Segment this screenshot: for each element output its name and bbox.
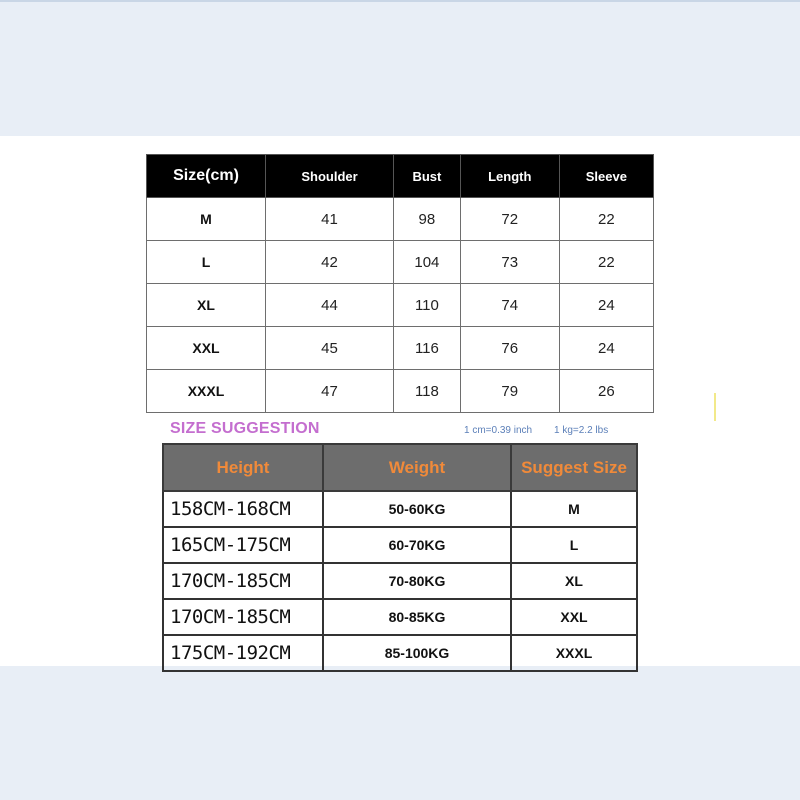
suggest-size-cell: M <box>511 491 637 527</box>
header-weight: Weight <box>323 444 511 491</box>
cm-inch-conversion: 1 cm=0.39 inch <box>464 425 533 436</box>
bottom-background-band <box>0 666 800 800</box>
suggestion-row <box>163 599 637 635</box>
sleeve-cell: 24 <box>559 284 653 327</box>
measurement-row <box>147 327 654 370</box>
shoulder-cell: 47 <box>266 370 394 413</box>
shoulder-cell: 41 <box>266 198 394 241</box>
sleeve-cell: 26 <box>559 370 653 413</box>
length-cell: 73 <box>460 241 559 284</box>
kg-lbs-conversion: 1 kg=2.2 lbs <box>554 425 609 436</box>
height-cell: 170CM-185CM <box>163 599 323 635</box>
suggestion-row <box>163 635 637 671</box>
shoulder-cell: 44 <box>266 284 394 327</box>
measurement-row <box>147 284 654 327</box>
suggest-size-cell: XXXL <box>511 635 637 671</box>
length-cell: 74 <box>460 284 559 327</box>
sleeve-cell: 22 <box>559 241 653 284</box>
size-cell: L <box>147 241 266 284</box>
measurement-row <box>147 370 654 413</box>
bust-cell: 98 <box>394 198 461 241</box>
measurement-table <box>146 154 654 413</box>
header-bust: Bust <box>394 155 461 198</box>
weight-cell: 70-80KG <box>323 563 511 599</box>
measurement-header-row <box>147 155 654 198</box>
weight-cell: 85-100KG <box>323 635 511 671</box>
size-suggestion-title: SIZE SUGGESTION <box>170 420 320 437</box>
length-cell: 76 <box>460 327 559 370</box>
length-cell: 72 <box>460 198 559 241</box>
suggest-size-cell: L <box>511 527 637 563</box>
suggestion-header-row <box>163 444 637 491</box>
height-cell: 170CM-185CM <box>163 563 323 599</box>
suggestion-row <box>163 527 637 563</box>
shoulder-cell: 42 <box>266 241 394 284</box>
measurement-row <box>147 241 654 284</box>
height-cell: 165CM-175CM <box>163 527 323 563</box>
top-background-band <box>0 0 800 136</box>
sleeve-cell: 24 <box>559 327 653 370</box>
suggest-size-cell: XXL <box>511 599 637 635</box>
height-cell: 158CM-168CM <box>163 491 323 527</box>
header-shoulder: Shoulder <box>266 155 394 198</box>
bust-cell: 118 <box>394 370 461 413</box>
header-suggest-size: Suggest Size <box>511 444 637 491</box>
suggest-size-cell: XL <box>511 563 637 599</box>
shoulder-cell: 45 <box>266 327 394 370</box>
size-cell: M <box>147 198 266 241</box>
weight-cell: 60-70KG <box>323 527 511 563</box>
length-cell: 79 <box>460 370 559 413</box>
height-cell: 175CM-192CM <box>163 635 323 671</box>
size-cell: XXL <box>147 327 266 370</box>
bust-cell: 110 <box>394 284 461 327</box>
weight-cell: 50-60KG <box>323 491 511 527</box>
size-cell: XL <box>147 284 266 327</box>
sleeve-cell: 22 <box>559 198 653 241</box>
header-length: Length <box>460 155 559 198</box>
header-sleeve: Sleeve <box>559 155 653 198</box>
suggestion-row <box>163 491 637 527</box>
size-suggestion-table <box>162 443 638 672</box>
weight-cell: 80-85KG <box>323 599 511 635</box>
bust-cell: 104 <box>394 241 461 284</box>
measurement-row <box>147 198 654 241</box>
yellow-mark <box>714 393 716 421</box>
header-size: Size(cm) <box>147 155 266 198</box>
suggestion-row <box>163 563 637 599</box>
header-height: Height <box>163 444 323 491</box>
size-cell: XXXL <box>147 370 266 413</box>
bust-cell: 116 <box>394 327 461 370</box>
